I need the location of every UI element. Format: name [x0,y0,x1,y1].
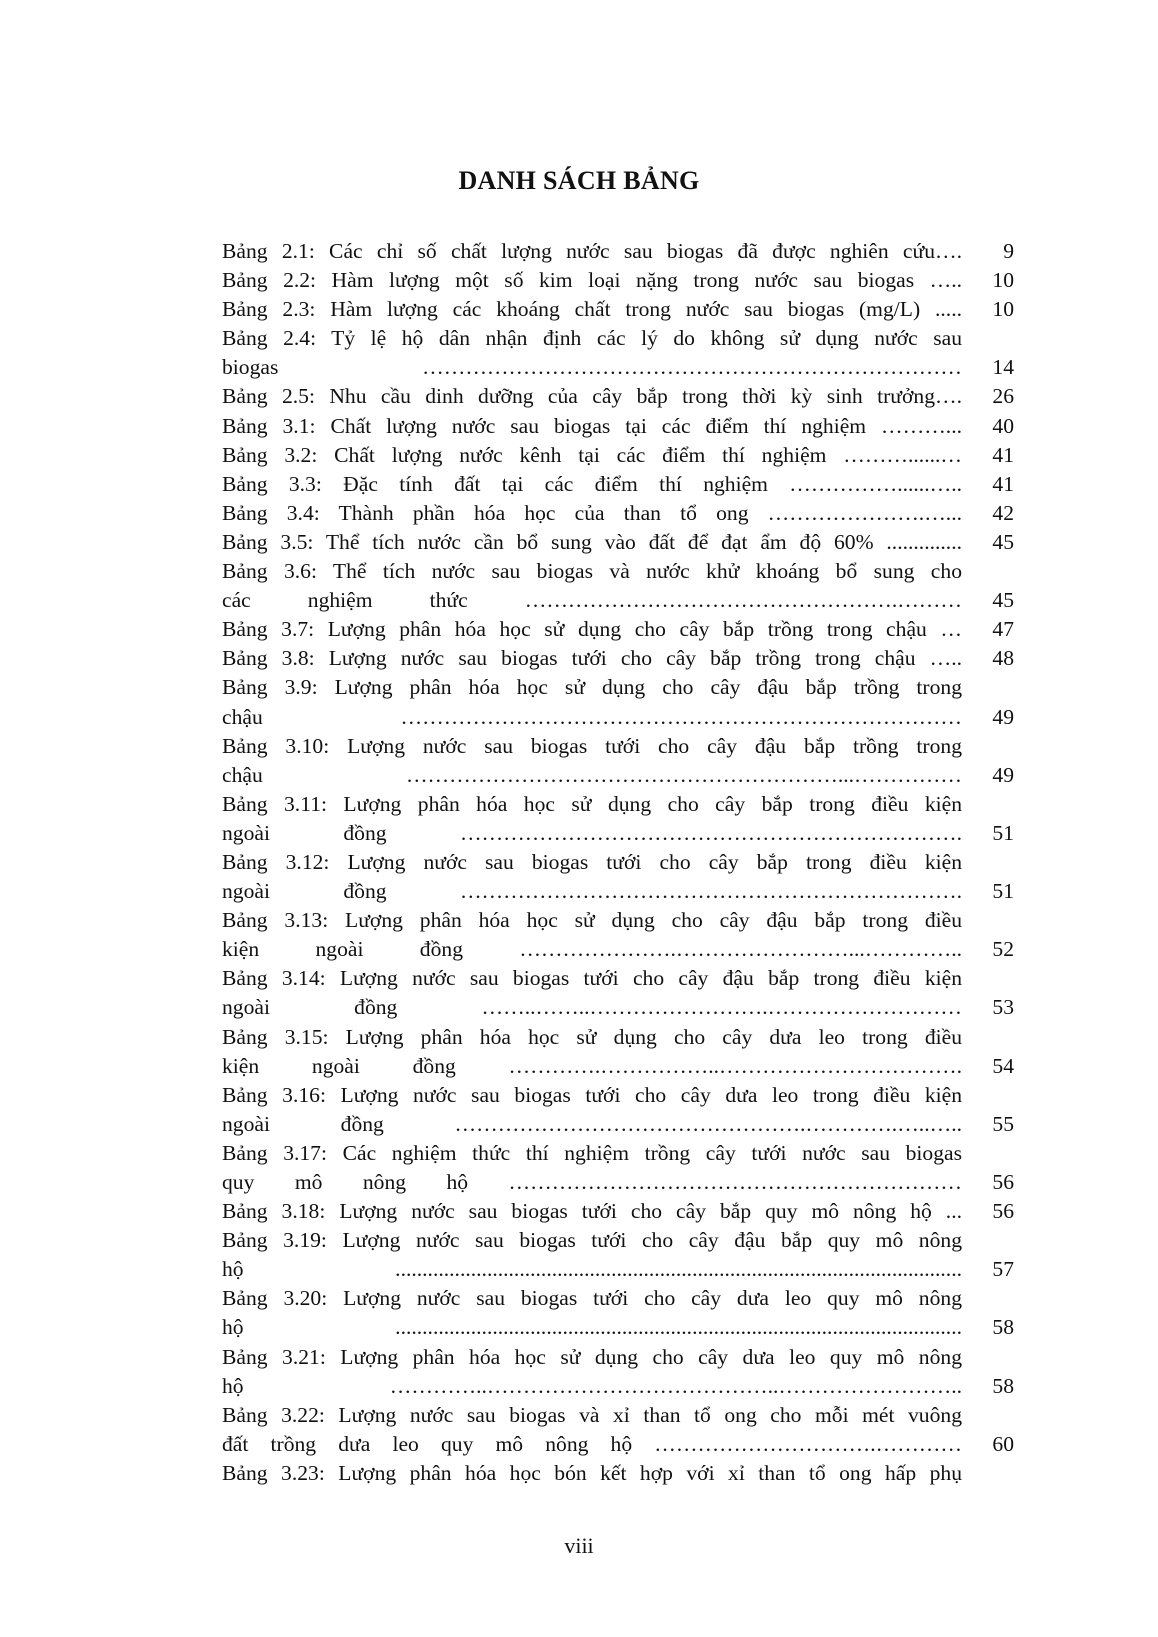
toc-entry-page: 47 [992,617,1014,642]
toc-entry-text: Bảng 3.1: Chất lượng nước sau biogas tại các điểm thí nghiệm ………... [222,413,962,438]
toc-entry-text: ngoài đồng ………………………………………….………….…..….. [222,1111,962,1136]
toc-entry[interactable] [222,615,1014,644]
page-title: DANH SÁCH BẢNG [458,166,700,195]
toc-entry-text: Bảng 3.10: Lượng nước sau biogas tưới cho cây đậu bắp trồng trong [222,733,962,758]
toc-entry-page: 45 [992,588,1014,613]
toc-entry[interactable] [222,324,1014,382]
toc-entry-text: Bảng 3.22: Lượng nước sau biogas và xỉ than tổ ong cho mỗi mét vuông [222,1402,962,1427]
toc-entry-page: 41 [992,471,1014,496]
toc-entry-page: 48 [992,646,1014,671]
toc-entry-text: Bảng 3.5: Thể tích nước cần bổ sung vào đất để đạt ẩm độ 60% .............. [222,529,962,554]
toc-entry-page: 57 [992,1257,1014,1282]
toc-entry-text: Bảng 2.5: Nhu cầu dinh dưỡng của cây bắp trong thời kỳ sinh trưởng…. [222,384,962,409]
toc-entry-text: Bảng 2.4: Tỷ lệ hộ dân nhận định các lý do không sử dụng nước sau [222,326,962,351]
table-list [222,237,1014,1488]
toc-entry-text: hộ …………..…………………………………..…………………….. [222,1373,962,1398]
toc-entry[interactable] [222,673,1014,731]
toc-entry-text: Bảng 3.4: Thành phần hóa học của than tổ ong ………………….…... [222,500,962,525]
toc-entry[interactable] [222,266,1014,295]
toc-entry[interactable] [222,237,1014,266]
toc-entry-text: Bảng 3.17: Các nghiệm thức thí nghiệm trồng cây tưới nước sau biogas [222,1140,962,1165]
toc-entry-page: 49 [992,762,1014,787]
toc-entry-page: 58 [992,1373,1014,1398]
toc-entry-page: 10 [992,297,1014,322]
toc-entry-page: 56 [992,1199,1014,1224]
toc-entry-text: Bảng 3.13: Lượng phân hóa học sử dụng cho cây đậu bắp trong điều [222,908,962,933]
toc-entry[interactable] [222,470,1014,499]
toc-entry-text: chậu …………………………………………………………………… [222,704,962,729]
toc-entry[interactable] [222,1023,1014,1081]
toc-entry-text: Bảng 3.18: Lượng nước sau biogas tưới cho cây bắp quy mô nông hộ ... [222,1199,962,1224]
toc-entry-text: Bảng 3.23: Lượng phân hóa học bón kết hợp với xỉ than tổ ong hấp phụ [222,1460,962,1485]
toc-entry-page: 41 [992,442,1014,467]
toc-entry-page: 26 [992,384,1014,409]
toc-entry-text: Bảng 3.6: Thể tích nước sau biogas và nước khử khoáng bổ sung cho [222,559,962,584]
toc-entry-text: Bảng 3.14: Lượng nước sau biogas tưới cho cây đậu bắp trong điều kiện [222,966,962,991]
toc-entry[interactable] [222,557,1014,615]
toc-entry-text: kiện ngoài đồng ………….……………..……………………………. [222,1053,962,1078]
toc-entry-text: Bảng 3.7: Lượng phân hóa học sử dụng cho cây bắp trồng trong chậu … [222,617,962,642]
toc-entry[interactable] [222,412,1014,441]
toc-entry[interactable] [222,964,1014,1022]
toc-entry-page: 60 [992,1431,1014,1456]
page-number: viii [564,1533,594,1558]
toc-entry-text: Bảng 3.11: Lượng phân hóa học sử dụng cho cây bắp trong điều kiện [222,791,962,816]
toc-entry-text: Bảng 3.12: Lượng nước sau biogas tưới cho cây bắp trong điều kiện [222,849,962,874]
toc-entry-text: ngoài đồng ……………………………………………………………. [222,879,962,904]
toc-entry[interactable] [222,644,1014,673]
toc-entry-text: Bảng 3.19: Lượng nước sau biogas tưới cho cây đậu bắp quy mô nông [222,1228,962,1253]
toc-entry-page: 51 [992,879,1014,904]
toc-entry-text: kiện ngoài đồng ………………….……………………...………….. [222,937,962,962]
toc-entry[interactable] [222,906,1014,964]
toc-entry-page: 58 [992,1315,1014,1340]
toc-entry-page: 52 [992,937,1014,962]
toc-entry-text: Bảng 2.1: Các chỉ số chất lượng nước sau biogas đã được nghiên cứu…. [222,239,962,263]
toc-entry-page: 53 [992,995,1014,1020]
toc-entry-text: hộ ......................................................................................................... [222,1315,962,1340]
toc-entry-text: Bảng 3.20: Lượng nước sau biogas tưới cho cây dưa leo quy mô nông [222,1286,962,1311]
toc-entry-page: 42 [992,500,1014,525]
toc-entry[interactable] [222,1284,1014,1342]
toc-entry[interactable] [222,1226,1014,1284]
toc-entry-page: 9 [1003,239,1014,263]
toc-entry-text: hộ ......................................................................................................... [222,1257,962,1282]
toc-entry-page: 56 [992,1170,1014,1194]
toc-entry[interactable] [222,848,1014,906]
toc-entry-text: Bảng 3.15: Lượng phân hóa học sử dụng cho cây dưa leo trong điều [222,1024,962,1049]
toc-entry[interactable] [222,790,1014,848]
toc-entry-text: quy mô nông hộ ……………………………………………………… [222,1170,962,1194]
toc-entry-page: 49 [992,704,1014,729]
toc-entry[interactable] [222,499,1014,528]
toc-entry-text: Bảng 2.2: Hàm lượng một số kim loại nặng trong nước sau biogas ….. [222,268,962,293]
toc-entry[interactable] [222,1343,1014,1401]
toc-entry-text: Bảng 3.3: Đặc tính đất tại các điểm thí nghiệm ……………......….. [222,471,962,496]
toc-entry[interactable] [222,1081,1014,1139]
toc-entry[interactable] [222,1459,1014,1488]
toc-entry-page: 40 [992,413,1014,438]
toc-entry-text: Bảng 3.16: Lượng nước sau biogas tưới cho cây dưa leo trong điều kiện [222,1082,962,1107]
toc-entry-page: 10 [992,268,1014,293]
toc-entry[interactable] [222,295,1014,324]
toc-entry-text: Bảng 2.3: Hàm lượng các khoáng chất trong nước sau biogas (mg/L) ..... [222,297,962,322]
toc-entry-text: Bảng 3.8: Lượng nước sau biogas tưới cho cây bắp trồng trong chậu ….. [222,646,962,671]
toc-entry[interactable] [222,528,1014,557]
toc-entry-page: 45 [992,529,1014,554]
toc-entry[interactable] [222,732,1014,790]
toc-entry-page: 51 [992,820,1014,845]
toc-entry-text: đất trồng dưa leo quy mô nông hộ ………………………….………… [222,1431,962,1456]
toc-entry[interactable] [222,1139,1014,1197]
toc-entry[interactable] [222,382,1014,411]
toc-entry-page: 55 [992,1111,1014,1136]
toc-entry-text: ngoài đồng ……..……..…………………….……………………… [222,995,962,1020]
toc-entry-text: chậu ……………………………………………………...…………… [222,762,962,787]
toc-entry-text: biogas ………………………………………………………………… [222,355,962,380]
toc-entry-page: 14 [992,355,1014,380]
toc-entry[interactable] [222,1401,1014,1459]
toc-entry-text: Bảng 3.21: Lượng phân hóa học sử dụng cho cây dưa leo quy mô nông [222,1344,962,1369]
toc-entry-text: các nghiệm thức …………………………………………….……… [222,588,962,613]
toc-entry-text: Bảng 3.2: Chất lượng nước kênh tại các điểm thí nghiệm ………......… [222,442,962,467]
toc-entry[interactable] [222,1197,1014,1226]
toc-entry-page: 54 [992,1053,1014,1078]
toc-entry[interactable] [222,441,1014,470]
toc-entry-text: ngoài đồng ……………………………………………………………. [222,820,962,845]
toc-entry-text: Bảng 3.9: Lượng phân hóa học sử dụng cho cây đậu bắp trồng trong [222,675,962,700]
